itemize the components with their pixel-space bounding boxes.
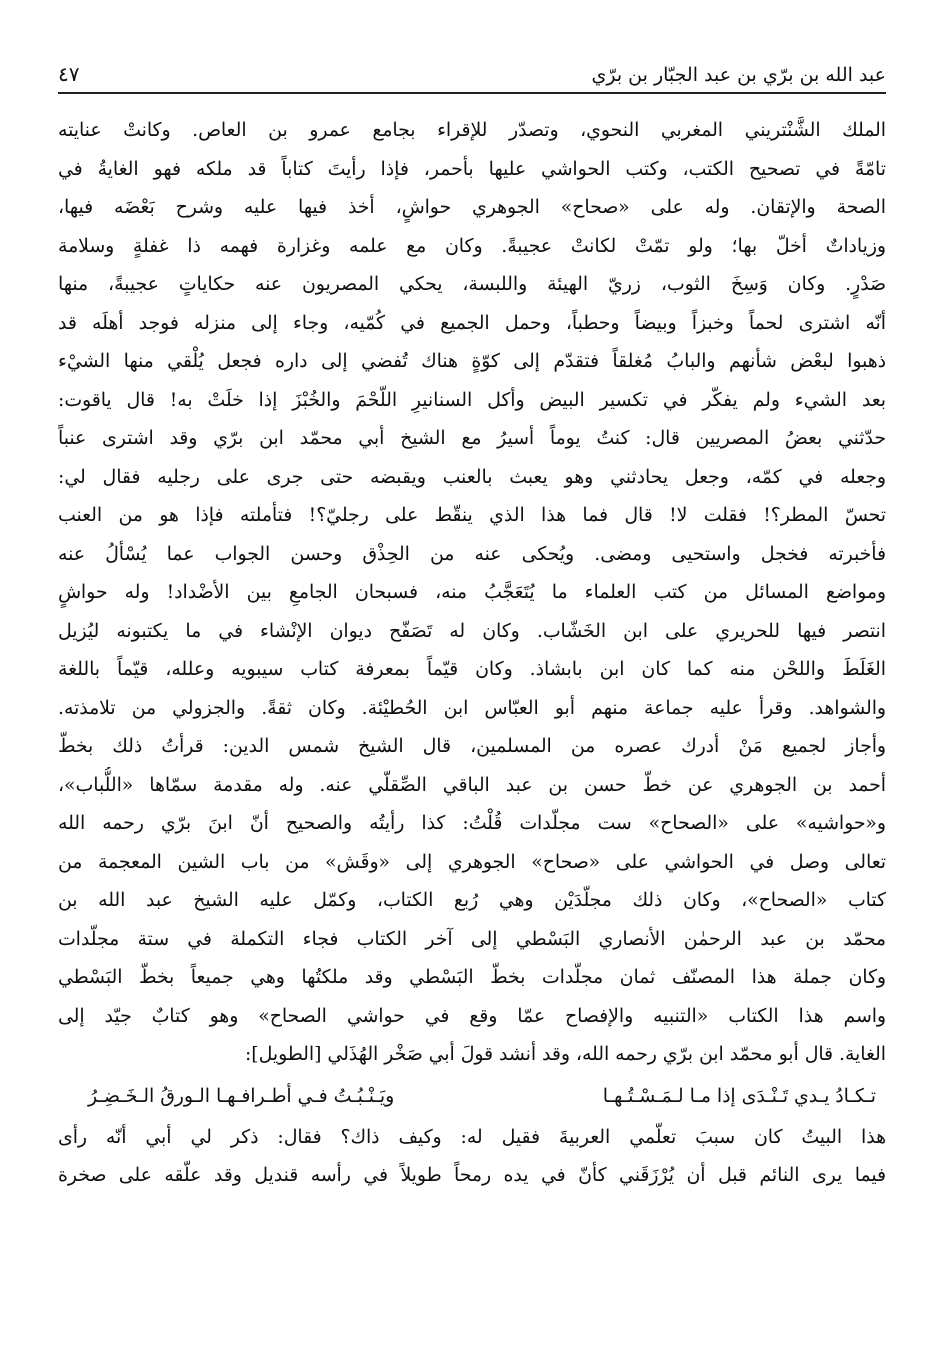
main-text (58, 112, 886, 1196)
poetry-verse (58, 1075, 886, 1119)
paragraph-biography (58, 112, 886, 1075)
text-line: بعد الشيء ولم يفكّر في تكسير البيض وأكل السنانيرِ اللّحْمَ والخُبْزَ إذا خلَتْ به! قال ياقوت: (58, 389, 886, 411)
text-line: الغاية. قال أبو محمّد ابن برّي رحمه الله، وقد أنشد قولَ أبي صَخْر الهُذَلي [الطويل]: (244, 1044, 886, 1065)
text-line: وكان جملة هذا المصنّف ثمان مجلّدات بخطّ البَسْطي وقد ملكتُها وهي جميعاً بخطّ البَسْطي (58, 967, 886, 988)
verse-second-hemistich: ويَـنْـبُـتُ فـي أطـرافـهـا الـورقُ الـخَـضِـرُ (88, 1085, 395, 1107)
text-line: تحسّ المطر؟! فقلت لا! قال فما هذا الذي ينقّط على رجليّ؟! فتأملته فإذا هو من العنب (58, 505, 886, 526)
text-line: فأخبرته فخجل واستحيى ومضى. ويُحكى عنه من الحِذْق وحسن الجواب عما يُسْألُ عنه (58, 543, 886, 565)
page-number: ٤٧ (58, 62, 80, 86)
text-line: الغَلَطَ واللحْن منه كما كان ابن بابشاذ. وكان قيّماً بمعرفة كتاب سيبويه وعلله، قيّماً باللغة (58, 659, 886, 680)
text-line: وزياداتٌ أخلّ بها؛ ولو تمّتْ لكانتْ عجيبةً. وكان مع علمه وغزارة فهمه ذا غفلةٍ وسلامة (58, 235, 886, 257)
text-line: هذا البيتُ كان سببَ تعلّمي العربيةَ فقيل له: وكيف ذاك؟ فقال: ذكر لي أبي أنّه رأى (58, 1126, 886, 1148)
text-line: وجعله في كمّه، وجعل يحادثني وهو يعبث بالعنب ويقبضه حتى جرى على رجليه فقال لي: (58, 466, 886, 488)
text-line: تامّةً في تصحيح الكتب، وكتب الحواشي عليها بأحمر، فإذا رأيتَ كتاباً قد ملكه فهو الغايةُ في (58, 158, 886, 180)
text-line: الملك الشَّنْتريني المغربي النحوي، وتصدّر للإقراء بجامع عمرو بن العاص. وكانتْ عنايته (58, 120, 886, 141)
text-line: أحمد بن الجوهري عن خطّ حسن بن عبد الباقي الصِّقلّي عنه. وله مقدمة سمّاها «اللُّباب»، (58, 774, 886, 796)
text-line: صَدْرٍ. وكان وَسِخَ الثوب، زريّ الهيئة واللبسة، يحكي المصريون عنه حكاياتٍ عجيبةً، منها (58, 274, 886, 295)
verse-first-hemistich: تـكـادُ يـدي تَـنْـدَى إذا مـا لـمَـسْـتُـهـا (602, 1085, 876, 1107)
text-line: ذهبوا لبعْض شأنهم والبابُ مُغلقاً فتقدّم إلى كوّةٍ هناك تُفضي إلى داره فجعل يُلْقي منها الشيْء (58, 351, 886, 372)
text-line: فيما يرى النائم قبل أن يُرْزَقَني كأنّ في يده رمحاً طويلاً في رأسه قنديل وقد علّقه على صخرة (58, 1165, 886, 1186)
text-line: أنّه اشترى لحماً وخبزاً وبيضاً وحطباً، وحمل الجميع في كُمّيه، وجاء إلى منزله فوجد أهلَه قد (58, 312, 886, 334)
text-line: واسم هذا الكتاب «التنبيه والإفصاح عمّا وقع في حواشي الصحاح» وهو كتابٌ جيّد إلى (58, 1005, 886, 1027)
text-line: حدّثني بعضُ المصريين قال: كنتُ يوماً أسيرُ مع الشيخ أبي محمّد ابن برّي وقد اشترى عنباً (58, 428, 886, 449)
text-line: كتاب «الصحاح»، وكان ذلك مجلّدَيْن وهي رُبع الكتاب، وكمّل عليه الشيخ عبد الله بن (58, 890, 886, 911)
text-line: تعالى وصل في الحواشي على «صحاح» الجوهري إلى «وقَش» من باب الشين المعجمة من (58, 851, 886, 873)
text-line: وأجاز لجميع مَنْ أدرك عصره من المسلمين، قال الشيخ شمس الدين: قرأتُ ذلك بخطّ (58, 736, 886, 757)
running-header (58, 50, 886, 94)
text-line: انتصر فيها للحريري على ابن الخَشّاب. وكان له تَصَفّح ديوان الإنْشاء في ما يكتبونه ليُزيل (58, 620, 886, 642)
paragraph-anecdote (58, 1119, 886, 1196)
running-title: عبد الله بن برّي بن عبد الجبّار بن برّي (591, 64, 886, 86)
text-line: ومواضع المسائل من كتب العلماء ما يُتَعَجَّبُ منه، فسبحان الجامعِ بين الأضْداد! وله حواشٍ (58, 582, 886, 603)
text-line: والشواهد. وقرأ عليه جماعة منهم أبو العبّاس ابن الحُطيْئة. وكان ثقةً. والجزولي من تلامذته. (58, 697, 886, 719)
text-line: الصحة والإتقان. وله على «صحاح» الجوهري حواشٍ، أخذ فيها عليه وشرح بَعْضَه فيها، (58, 197, 886, 218)
text-line: و«حواشيه» على «الصحاح» ست مجلّدات قُلْتُ: كذا رأيتُه والصحيح أنّ ابنَ برّي رحمه الله (58, 813, 886, 834)
text-line: محمّد بن عبد الرحمٰن الأنصاري البَسْطي إلى آخر الكتاب فجاء التكملة في ستة مجلّدات (58, 928, 886, 950)
